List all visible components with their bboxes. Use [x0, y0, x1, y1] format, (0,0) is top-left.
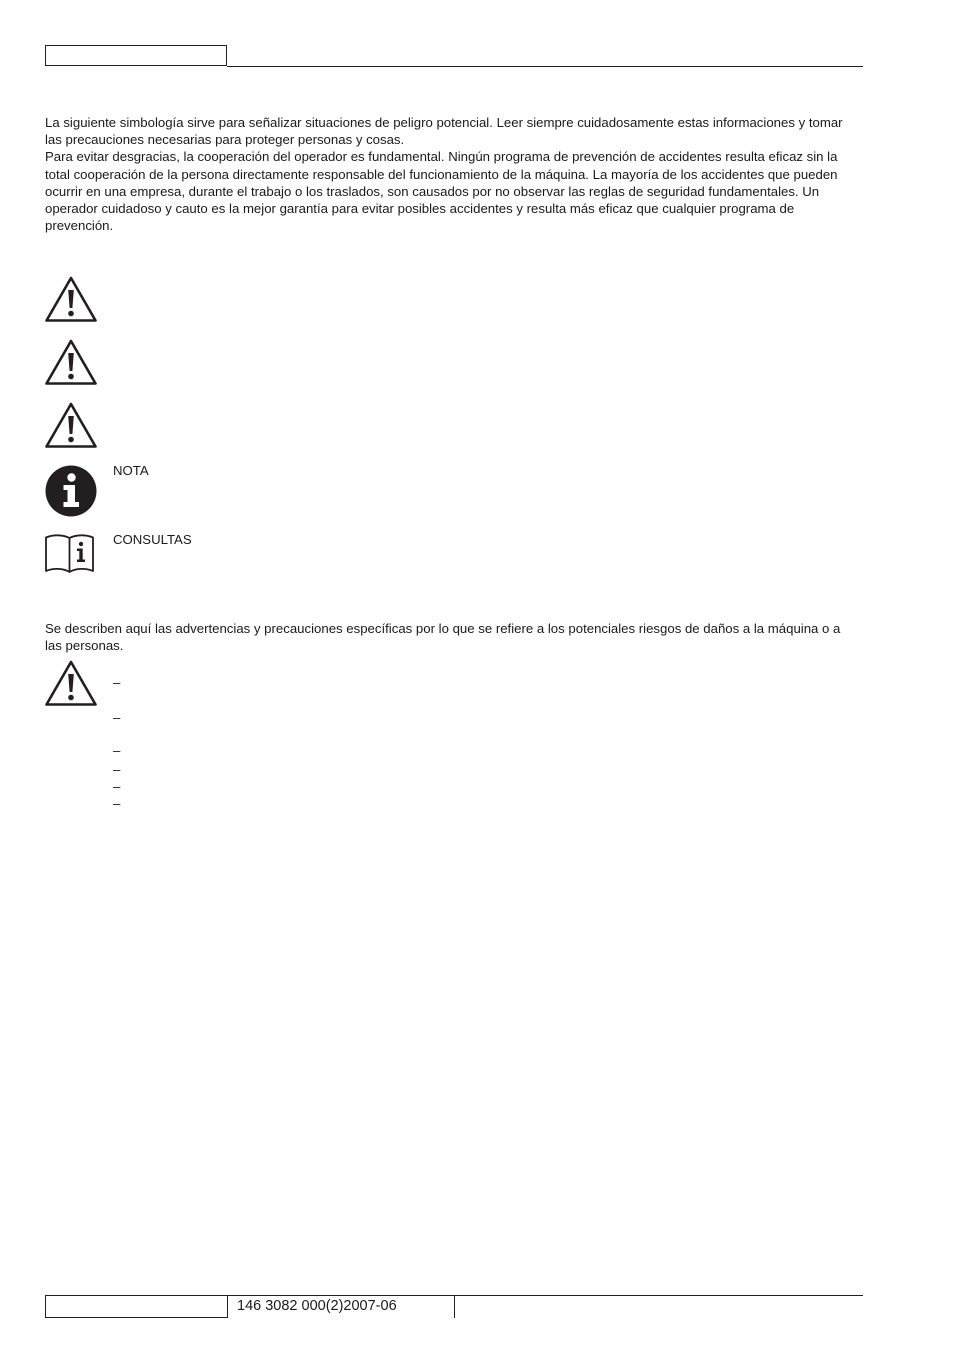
manual-book-icon	[44, 533, 95, 575]
warning-triangle-icon	[44, 401, 98, 449]
warning-triangle-icon	[44, 275, 98, 323]
header-rule	[227, 66, 863, 67]
footer-box	[45, 1296, 228, 1318]
list-item-dash: –	[113, 710, 121, 725]
list-item-dash: –	[113, 762, 121, 777]
consultas-label: CONSULTAS	[113, 532, 192, 547]
info-circle-icon	[45, 465, 97, 517]
footer-document-code: 146 3082 000(2)2007-06	[237, 1298, 397, 1314]
intro-paragraph-1: La siguiente simbología sirve para señalizar situaciones de peligro potencial. Leer siempre cuidadosamente estas informaciones y tomar las precauciones necesarias para proteger personas y cosas.	[45, 115, 843, 148]
list-item-dash: –	[113, 796, 121, 811]
warning-triangle-icon	[44, 659, 98, 707]
list-item-dash: –	[113, 675, 121, 690]
list-item-dash: –	[113, 743, 121, 758]
intro-paragraph-2: Para evitar desgracias, la cooperación del operador es fundamental. Ningún programa de prevención de accidentes resulta eficaz sin la total cooperación de la persona directamente responsable del funcionamiento de la máquina. La mayoría de los accidentes que pueden ocurrir en una empresa, durante el trabajo o los traslados, son causados por no observar las reglas de seguridad fundamentales. Un operador cuidadoso y cauto es la mejor garantía para evitar posibles accidentes y resulta más eficaz que cualquier programa de prevención.	[45, 149, 838, 234]
header-box	[45, 45, 227, 66]
nota-label: NOTA	[113, 463, 149, 478]
warning-triangle-icon	[44, 338, 98, 386]
warnings-intro-paragraph: Se describen aquí las advertencias y precauciones específicas por lo que se refiere a los potenciales riesgos de daños a la máquina o a las personas.	[45, 621, 841, 654]
intro-text	[45, 114, 857, 234]
list-item-dash: –	[113, 779, 121, 794]
footer-separator	[454, 1296, 455, 1318]
warnings-intro	[45, 620, 857, 654]
